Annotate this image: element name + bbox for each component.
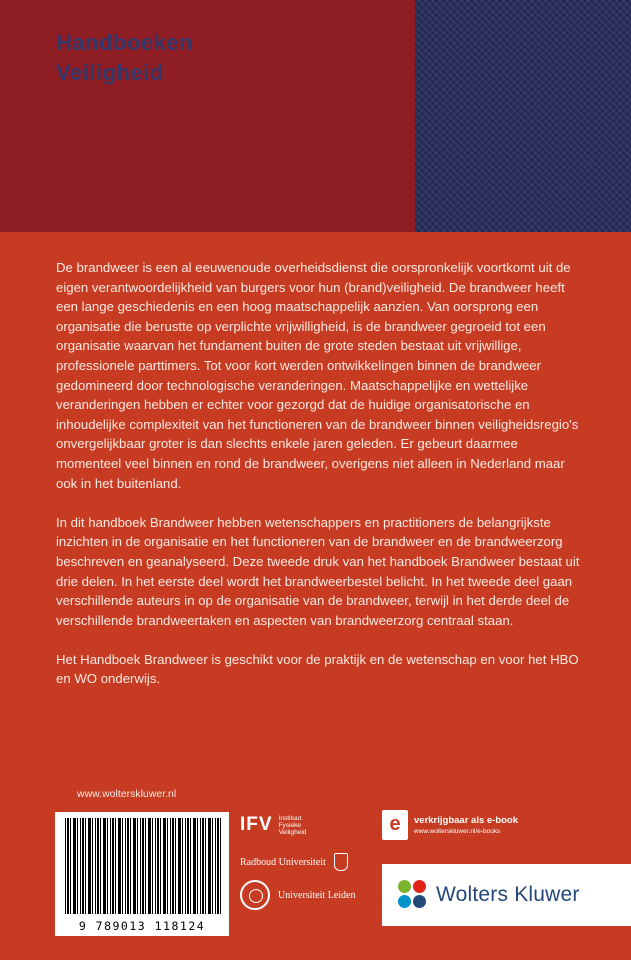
globe-dot-green <box>398 880 411 893</box>
wolters-kluwer-globe-icon <box>398 880 428 910</box>
ifv-logo <box>240 814 306 836</box>
series-title-line2: Veiligheid <box>56 60 164 85</box>
series-title <box>56 28 193 88</box>
wolters-kluwer-logo <box>382 864 631 926</box>
ifv-sub-line: Fysieke <box>278 821 301 829</box>
back-cover-blurb <box>56 258 581 709</box>
series-title-line1: Handboeken <box>56 30 194 55</box>
ebook-icon: e <box>382 810 408 840</box>
ebook-badge <box>382 810 518 840</box>
ifv-sub-line: Instituut <box>278 814 302 822</box>
leiden-name: Universiteit Leiden <box>278 889 356 901</box>
leiden-logo <box>240 880 355 910</box>
barcode <box>55 812 229 936</box>
top-band <box>0 0 631 232</box>
wolters-kluwer-wordmark: Wolters Kluwer <box>436 883 580 906</box>
ifv-logo-icon: IFV <box>240 814 273 835</box>
radboud-crest-icon <box>334 853 348 871</box>
ifv-sub-line: Veiligheid <box>278 828 307 836</box>
blurb-paragraph-3: Het Handboek Brandweer is geschikt voor de praktijk en de wetenschap en voor het HBO en WO onderwijs. <box>56 651 579 687</box>
radboud-name: Radboud Universiteit <box>240 856 326 868</box>
blurb-paragraph-1: De brandweer is een al eeuwenoude overheidsdienst die oorspronkelijk voortkomt uit de eigen verantwoordelijkheid van burgers voor hun (brand)veiligheid. De brandweer heeft een lange geschiedenis en een hoog maatschappelijk aanzien. Van oorsprong een organisatie die berustte op verplichte vrijwilligheid, is de brandweer gegroeid tot een organisatie waarvan het fundament buiten de grote steden bestaat uit vrijwillige, professionele parttimers. Tot voor kort werden ontwikkelingen binnen de brandweer gedomineerd door technologische veranderingen. Maatschappelijke en wettelijke veranderingen hebben er echter voor gezorgd dat de huidige organisatorische en inhoudelijke complexiteit van het functioneren van de brandweer binnen veiligheidsregio's onvergelijkbaar groter is dan slechts enkele jaren geleden. Er gebeurt daarmee momenteel veel binnen en rond de brandweer, overigens niet alleen in Nederland maar ook in het buitenland. <box>56 260 579 491</box>
blurb-paragraph-2: In dit handboek Brandweer hebben wetenschappers en practitioners de belangrijkste inzichten in de organisatie en het functioneren van de brandweer en de brandweerzorg beschreven en geanalyseerd. Deze tweede druk van het handboek Brandweer bestaat uit drie delen. In het eerste deel wordt het brandweerbestel belicht. In het tweede deel gaan verschillende auteurs in op de organisatie van de brandweer, terwijl in het derde deel de verschillende brandweertaken en aspecten van brandweerzorg centraal staan. <box>56 514 580 628</box>
ebook-text <box>414 815 518 835</box>
leiden-seal-icon <box>240 880 270 910</box>
ebook-title: verkrijgbaar als e-book <box>414 815 519 826</box>
ifv-subtitle <box>279 815 307 836</box>
ebook-url[interactable]: www.wolterskluwer.nl/e-books <box>414 828 501 835</box>
globe-dot-red <box>413 880 426 893</box>
radboud-logo <box>240 853 348 871</box>
globe-dot-blue <box>413 895 426 908</box>
isbn-number: 9 789013 118124 <box>78 919 206 933</box>
barcode-icon <box>65 818 221 914</box>
publisher-website[interactable]: www.wolterskluwer.nl <box>77 788 177 800</box>
globe-dot-sky <box>398 895 411 908</box>
top-pattern-panel <box>415 0 631 232</box>
